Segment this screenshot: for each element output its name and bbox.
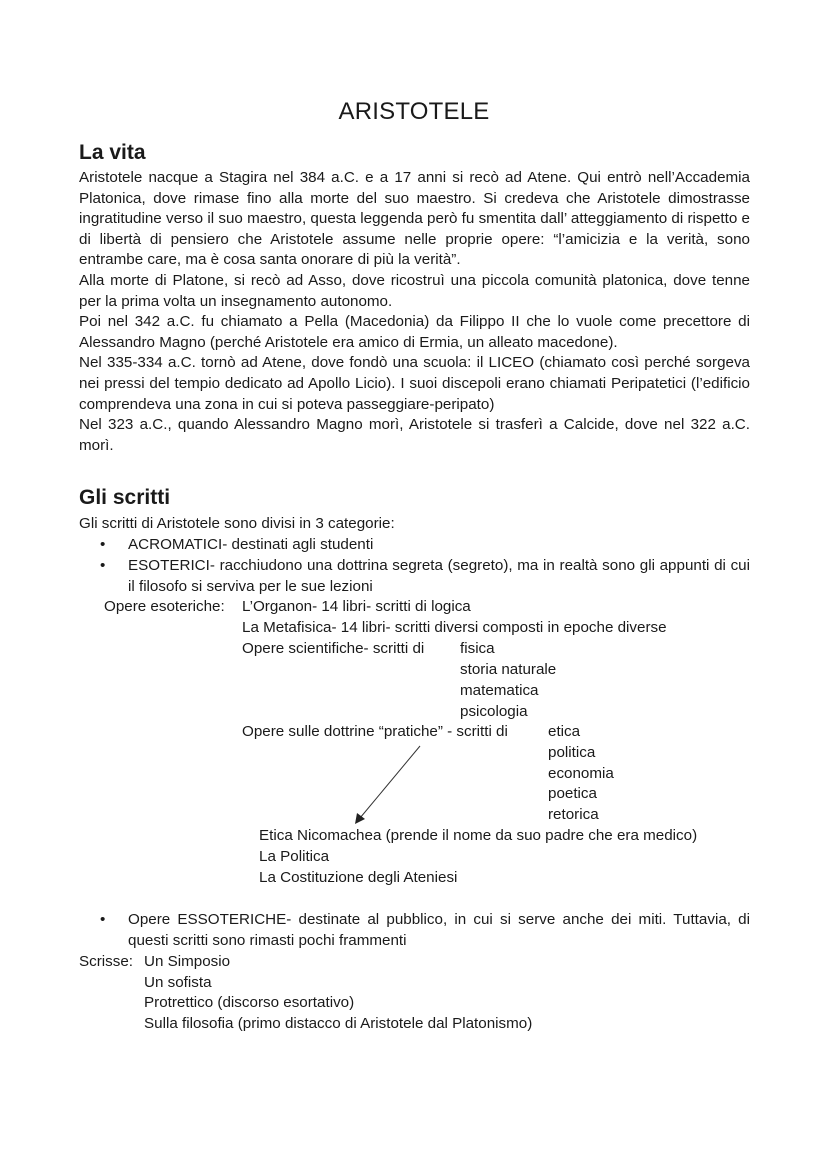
scientifiche-item: psicologia (460, 703, 528, 720)
bullet-acromatici: ACROMATICI- destinati agli studenti (128, 536, 374, 553)
bullet-esoterici: ESOTERICI- racchiudono una dottrina segreta (segreto), ma in realtà sono gli appunti di cui il filosofo si serviva per le sue lezioni (128, 557, 750, 595)
vita-paragraph: Nel 323 a.C., quando Alessandro Magno morì, Aristotele si trasferì a Calcide, dove nel 322 a.C. morì. (79, 416, 750, 454)
bullet-icon: • (100, 557, 106, 574)
vita-paragraph: Nel 335-334 a.C. tornò ad Atene, dove fondò una scuola: il LICEO (chiamato così perché sorgeva nei pressi del tempio dedicato ad Apollo Licio). I suoi discepoli erano chiamati Peripatetici (l’edificio comprendeva una zona in cui si poteva passeggiare-peripato) (79, 354, 750, 413)
esoteriche-label: Opere esoteriche: (104, 598, 225, 615)
scrisse-label: Scrisse: (79, 953, 134, 970)
bullet-essoteriche: Opere ESSOTERICHE- destinate al pubblico, in cui si serve anche dei miti. Tuttavia, di questi scritti sono rimasti pochi frammenti (128, 911, 750, 949)
pratiche-item: politica (548, 744, 596, 761)
pratiche-item: economia (548, 765, 614, 782)
scientifiche-label: Opere scientifiche- scritti di (242, 640, 425, 657)
section-heading-scritti: Gli scritti (79, 486, 171, 509)
scrisse-item: Un sofista (144, 974, 212, 991)
vita-paragraph: Aristotele nacque a Stagira nel 384 a.C. e a 17 anni si recò ad Atene. Qui entrò nell’Accademia Platonica, dove rimase fino alla morte del suo maestro. Si credeva che Aristotele dimostrasse ingratitudine verso il suo maestro, questa leggenda però fu smentita dall’ atteggiamento di rispetto e di libertà di pensiero che Aristotele assume nelle proprie opere: “l’amicizia e la verità, sono entrambe care, ma è cosa santa onorare di più la verità”. (79, 169, 750, 269)
esoteriche-organon: L’Organon- 14 libri- scritti di logica (242, 598, 471, 615)
pratiche-label: Opere sulle dottrine “pratiche” - scritti di (242, 723, 508, 740)
pratiche-item: etica (548, 723, 581, 740)
scrisse-item: Sulla filosofia (primo distacco di Aristotele dal Platonismo) (144, 1015, 533, 1032)
pratiche-work: La Politica (259, 848, 330, 865)
vita-paragraph: Alla morte di Platone, si recò ad Asso, dove ricostruì una piccola comunità platonica, dove tenne per la prima volta un insegnamento autonomo. (79, 271, 750, 310)
scrisse-item: Protrettico (discorso esortativo) (144, 994, 355, 1011)
vita-paragraph: Poi nel 342 a.C. fu chiamato a Pella (Macedonia) da Filippo II che lo vuole come precettore di Alessandro Magno (perché Aristotele era amico di Ermia, un alleato macedone). (79, 313, 750, 351)
scientifiche-item: fisica (460, 640, 495, 657)
scientifiche-item: matematica (460, 682, 539, 699)
esoteriche-metafisica: La Metafisica- 14 libri- scritti diversi composti in epoche diverse (242, 619, 667, 636)
scritti-intro: Gli scritti di Aristotele sono divisi in 3 categorie: (79, 515, 395, 532)
document-title: ARISTOTELE (338, 98, 490, 125)
bullet-icon: • (100, 911, 106, 928)
pratiche-item: retorica (548, 806, 599, 823)
scientifiche-item: storia naturale (460, 661, 557, 678)
scrisse-item: Un Simposio (144, 953, 231, 970)
pratiche-work: La Costituzione degli Ateniesi (259, 869, 458, 886)
pratiche-work: Etica Nicomachea (prende il nome da suo padre che era medico) (259, 827, 698, 844)
pratiche-item: poetica (548, 785, 597, 802)
section-heading-vita: La vita (79, 141, 146, 164)
bullet-icon: • (100, 536, 106, 553)
